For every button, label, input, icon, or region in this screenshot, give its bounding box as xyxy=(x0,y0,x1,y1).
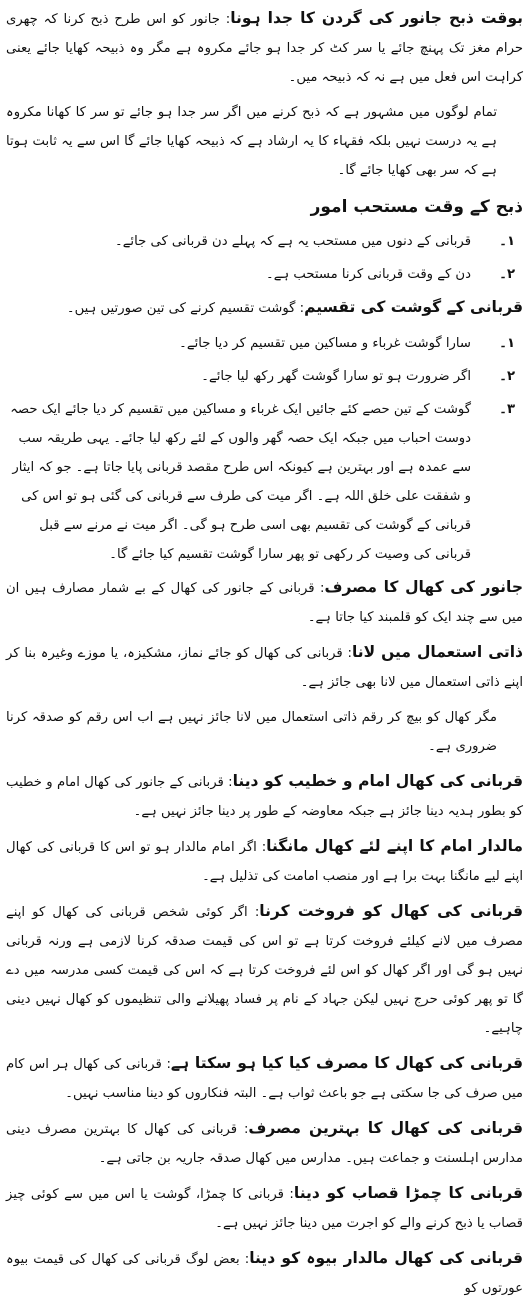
paragraph-text: قربانی کی کھال کا بہترین مصرف دینی مدارس اہلسنت و جماعت ہیں۔ مدارس میں کھال صدقہ جاریہ بن جاتی ہے۔ xyxy=(6,1122,523,1166)
list-text: اگر ضرورت ہو تو سارا گوشت گھر رکھ لیا جائے۔ xyxy=(201,369,471,384)
paragraph-text: بعض لوگ قربانی کی کھال کی قیمت بیوہ عورتوں کو xyxy=(6,1252,523,1296)
paragraph: مگر کھال کو بیچ کر رقم ذاتی استعمال میں لانا جائز نہیں ہے اب اس رقم کو صدقہ کرنا ضروری ہے۔ xyxy=(6,710,497,754)
paragraph-text: قربانی کا چمڑا، گوشت یا اس میں سے کوئی چیز قصاب یا ذبح کرنے والے کو اجرت میں دینا جائز نہیں ہے۔ xyxy=(6,1187,523,1231)
paragraph-text: قربانی کی کھال کو جائے نماز، مشکیزہ، یا موزے وغیرہ بنا کر اپنے ذاتی استعمال میں لانا بھی جائز ہے۔ xyxy=(6,646,523,690)
section-heading: جانور کی کھال کا مصرف xyxy=(324,578,523,596)
paragraph: مالدار امام کا اپنے لئے کھال مانگنا: اگر امام مالدار ہو تو اس کا قربانی کی کھال اپنے لیے مانگنا بہت برا ہے اور منصب امامت کی تذلیل ہے۔ xyxy=(6,837,523,884)
paragraph-text: قربانی کے جانور کی کھال کے بے شمار مصارف ہیں ان میں سے چند ایک کو قلمبند کیا جاتا ہے۔ xyxy=(6,581,523,625)
section-heading: قربانی کی کھال امام و خطیب کو دینا xyxy=(232,772,523,790)
paragraph: جانور کی کھال کا مصرف: قربانی کے جانور کی کھال کے بے شمار مصارف ہیں ان میں سے چند ایک کو قلمبند کیا جاتا ہے۔ xyxy=(6,578,523,625)
paragraph: تمام لوگوں میں مشہور ہے کہ ذبح کرنے میں اگر سر جدا ہو جائے تو سر کا کھانا مکروہ ہے یہ درست نہیں بلکہ فقہاء کا یہ ارشاد ہے کہ ذبیحہ کھایا جائے گا اس سے یہ ثابت ہوتا ہے کہ سر بھی کھایا جائے گا۔ xyxy=(6,105,497,178)
list-number: ۳۔ xyxy=(499,402,515,417)
list-number: ۱۔ xyxy=(499,336,515,351)
paragraph: قربانی کی کھال کا مصرف کیا کیا ہو سکتا ہے: قربانی کی کھال ہر اس کام میں صرف کی جا سکتی ہے جو باعث ثواب ہے۔ البتہ فنکاروں کو دینا مناسب نہیں۔ xyxy=(6,1054,523,1101)
paragraph: قربانی کی کھال کو فروخت کرنا: اگر کوئی شخص قربانی کی کھال کو اپنے مصرف میں لانے کیلئے فروخت کرتا ہے تو اس کی قیمت صدقہ کرنا لازمی ہے ورنہ قربانی نہیں ہو گی اور اگر کھال کو اس لئے فروخت کرتا ہے کہ اس کی قیمت کسی مدرسہ میں دے گا تو پھر کوئی حرج نہیں لیکن جہاد کے نام پر فساد پھیلانے والی تنظیموں کو کھال نہیں دینی چاہیے۔ xyxy=(6,902,524,1036)
paragraph: قربانی کا چمڑا قصاب کو دینا: قربانی کا چمڑا، گوشت یا اس میں سے کوئی چیز قصاب یا ذبح کرنے والے کو اجرت میں دینا جائز نہیں ہے۔ xyxy=(6,1184,523,1231)
list-item xyxy=(6,227,523,256)
section-heading: قربانی کی کھال کا مصرف کیا کیا ہو سکتا ہے xyxy=(170,1054,523,1072)
list-text: دن کے وقت قربانی کرنا مستحب ہے۔ xyxy=(266,267,471,282)
paragraph-text: اگر کوئی شخص قربانی کی کھال کو اپنے مصرف میں لانے کیلئے فروخت کرتا ہے تو اس کی قیمت صدقہ کرنا لازمی ہے ورنہ قربانی نہیں ہو گی اور اگر کھال کو اس لئے فروخت کرتا ہے کہ اس کی قیمت کسی مدرسہ میں دے گا تو پھر کوئی حرج نہیں لیکن جہاد کے نام پر فساد پھیلانے والی تنظیموں کو کھال نہیں دینی چاہیے۔ xyxy=(6,905,523,1036)
list-number: ۲۔ xyxy=(499,369,515,384)
section-heading: مالدار امام کا اپنے لئے کھال مانگنا xyxy=(266,837,523,855)
paragraph-text: گوشت تقسیم کرنے کی تین صورتیں ہیں۔ xyxy=(66,301,296,316)
paragraph-text: جانور کو اس طرح ذبح کرنا کہ چھری حرام مغز تک پہنچ جائے یا سر کٹ کر جدا ہو جائے مکروہ ہے مگر وہ ذبیحہ کھایا جائے یعنی کراہت اس فعل میں ہے نہ کہ ذبیحہ میں۔ xyxy=(6,12,523,85)
section-heading: بوقت ذبح جانور کی گردن کا جدا ہونا xyxy=(230,9,523,27)
paragraph-text: قربانی کے جانور کی کھال امام و خطیب کو بطور ہدیہ دینا جائز ہے جبکہ معاوضہ کے طور پر دینا جائز نہیں ہے۔ xyxy=(6,775,523,819)
paragraph-text: اگر امام مالدار ہو تو اس کا قربانی کی کھال اپنے لیے مانگنا بہت برا ہے اور منصب امامت کی تذلیل ہے۔ xyxy=(6,840,523,884)
paragraph: قربانی کی کھال امام و خطیب کو دینا: قربانی کے جانور کی کھال امام و خطیب کو بطور ہدیہ دینا جائز ہے جبکہ معاوضہ کے طور پر دینا جائز نہیں ہے۔ xyxy=(6,772,523,819)
list-item xyxy=(6,395,523,569)
paragraph: قربانی کی کھال مالدار بیوہ کو دینا: بعض لوگ قربانی کی کھال کی قیمت بیوہ عورتوں کو xyxy=(6,1249,523,1296)
paragraph: ذاتی استعمال میں لانا: قربانی کی کھال کو جائے نماز، مشکیزہ، یا موزے وغیرہ بنا کر اپنے ذاتی استعمال میں لانا بھی جائز ہے۔ xyxy=(6,643,523,690)
paragraph-text: قربانی کی کھال ہر اس کام میں صرف کی جا سکتی ہے جو باعث ثواب ہے۔ البتہ فنکاروں کو دینا مناسب نہیں۔ xyxy=(6,1057,523,1101)
section-heading: قربانی کی کھال کا بہترین مصرف xyxy=(248,1119,523,1137)
paragraph: قربانی کے گوشت کی تقسیم: گوشت تقسیم کرنے کی تین صورتیں ہیں۔ xyxy=(66,298,523,316)
list-text: سارا گوشت غرباء و مساکین میں تقسیم کر دیا جائے۔ xyxy=(179,336,471,351)
section-heading: قربانی کی کھال مالدار بیوہ کو دینا xyxy=(249,1249,523,1267)
list-text: گوشت کے تین حصے کئے جائیں ایک غرباء و مساکین میں تقسیم کر دیا جائے ایک حصہ دوست احباب میں جبکہ ایک حصہ گھر والوں کے لئے رکھ لیا جائے۔ یہی طریقہ سب سے عمدہ ہے اور بہترین ہے کیونکہ اس طرح مقصد قربانی پایا جاتا ہے۔ جو کہ ایثار و شفقت علی خلق اللہ ہے۔ اگر میت کی طرف سے قربانی کی گئی ہو تو اس کی قربانی کے گوشت کی تقسیم بھی اسی طرح ہو گی۔ اگر میت نے مرنے سے قبل قربانی کی وصیت کر رکھی تو پھر سارا گوشت تقسیم کیا جائے گا۔ xyxy=(10,402,471,562)
section-heading: ذبح کے وقت مستحب امور xyxy=(310,197,523,217)
list-item xyxy=(6,260,523,289)
section-heading: قربانی کی کھال کو فروخت کرنا xyxy=(259,902,524,920)
section-heading: قربانی کے گوشت کی تقسیم xyxy=(304,298,523,316)
section-heading: ذاتی استعمال میں لانا xyxy=(351,643,523,661)
paragraph: بوقت ذبح جانور کی گردن کا جدا ہونا: جانور کو اس طرح ذبح کرنا کہ چھری حرام مغز تک پہنچ جائے یا سر کٹ کر جدا ہو جائے مکروہ ہے مگر وہ ذبیحہ کھایا جائے یعنی کراہت اس فعل میں ہے نہ کہ ذبیحہ میں۔ xyxy=(6,9,523,85)
list-number: ۱۔ xyxy=(499,234,515,249)
section-heading: قربانی کا چمڑا قصاب کو دینا xyxy=(293,1184,523,1202)
list-number: ۲۔ xyxy=(499,267,515,282)
list-item xyxy=(6,362,523,391)
list-text: قربانی کے دنوں میں مستحب یہ ہے کہ پہلے دن قربانی کی جائے۔ xyxy=(114,234,471,249)
paragraph: قربانی کی کھال کا بہترین مصرف: قربانی کی کھال کا بہترین مصرف دینی مدارس اہلسنت و جماعت ہیں۔ مدارس میں کھال صدقہ جاریہ بن جاتی ہے۔ xyxy=(6,1119,523,1166)
list-item xyxy=(6,329,523,358)
